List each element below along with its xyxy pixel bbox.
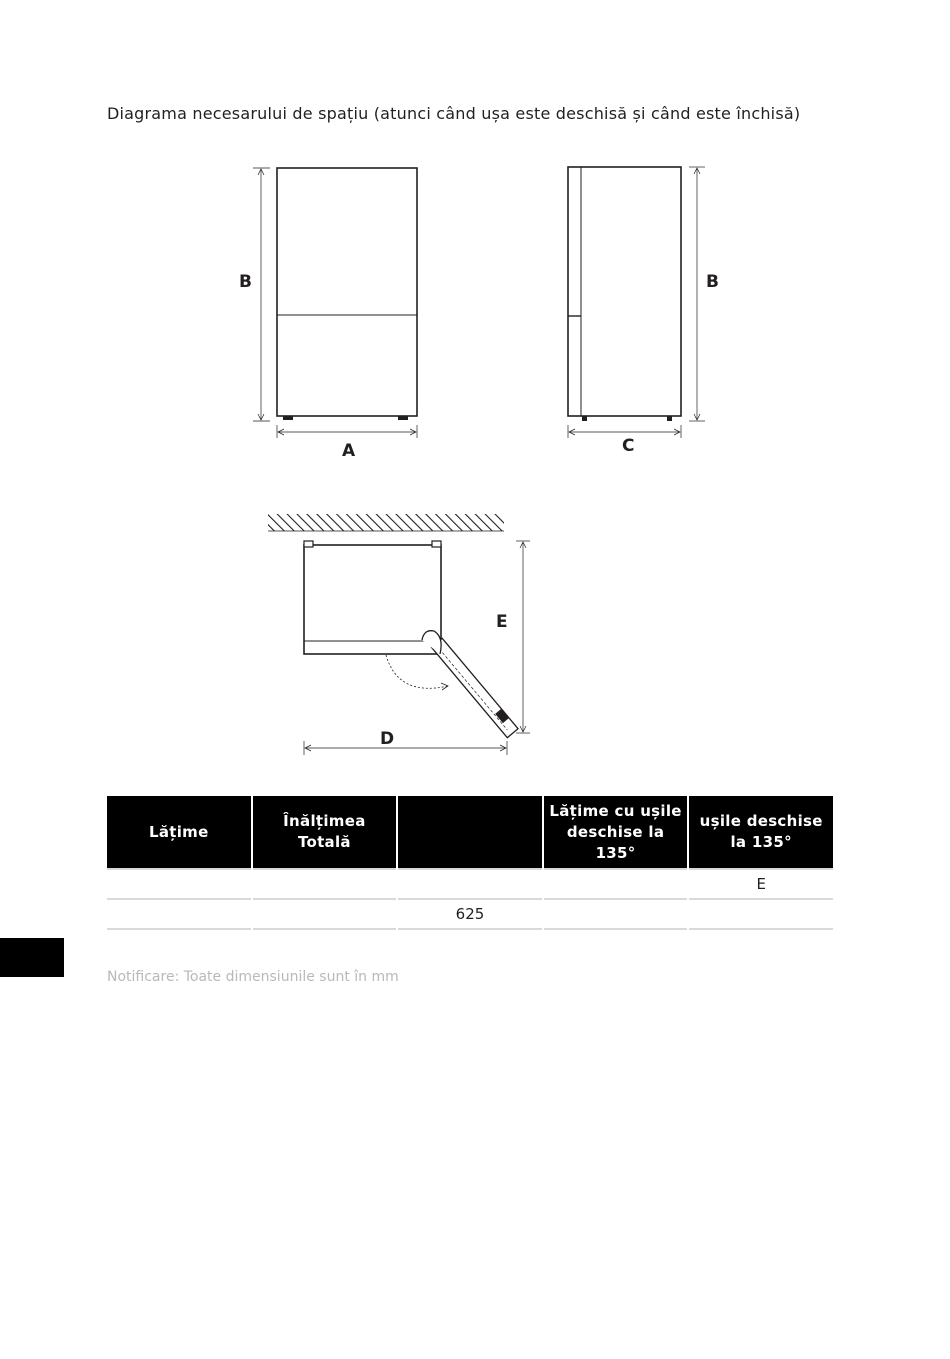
label-e: E: [496, 612, 508, 632]
table-cell: E: [689, 868, 833, 900]
side-view: [568, 167, 719, 456]
table-cell: [253, 900, 397, 930]
top-fridge-body: [304, 545, 441, 654]
front-foot-right: [398, 416, 408, 420]
table-cell: [107, 900, 251, 930]
label-b-side: B: [706, 272, 719, 292]
page-heading: Diagrama necesarului de spațiu (atunci când ușa este deschisă și când este închisă): [107, 104, 801, 123]
table-cell: [544, 900, 688, 930]
label-a: A: [342, 441, 356, 461]
table-cell: [107, 868, 251, 900]
label-d: D: [380, 729, 395, 749]
front-fridge-body: [277, 168, 417, 416]
top-hinge-left: [304, 541, 313, 547]
header-doors-open: ușile deschise la 135°: [689, 796, 833, 868]
table-cell: [689, 900, 833, 930]
header-width: Lățime: [107, 796, 251, 868]
header-width-doors-open: Lățime cu ușile deschise la 135°: [544, 796, 688, 868]
top-hinge-right: [432, 541, 441, 547]
header-depth: [398, 796, 542, 868]
table-cell: 625: [398, 900, 542, 930]
table-header-row: [107, 796, 833, 868]
label-c: C: [622, 436, 635, 456]
table-cell: [398, 868, 542, 900]
table-cell: [544, 868, 688, 900]
wall-hatch: [268, 514, 504, 531]
table-cell: [253, 868, 397, 900]
header-total-height: Înălțimea Totală: [253, 796, 397, 868]
dimensions-note: Notificare: Toate dimensiunile sunt în mm: [107, 969, 399, 985]
side-foot-left: [582, 416, 587, 421]
page-side-tab: [0, 938, 64, 977]
side-fridge-body: [568, 167, 681, 416]
table-row: [107, 868, 833, 900]
dimensions-table: [105, 796, 835, 930]
top-view: [268, 514, 530, 755]
front-view: [239, 168, 417, 461]
label-b-front: B: [239, 272, 252, 292]
swing-arc: [386, 655, 448, 688]
side-foot-right: [667, 416, 672, 421]
table-row: [107, 900, 833, 930]
front-foot-left: [283, 416, 293, 420]
